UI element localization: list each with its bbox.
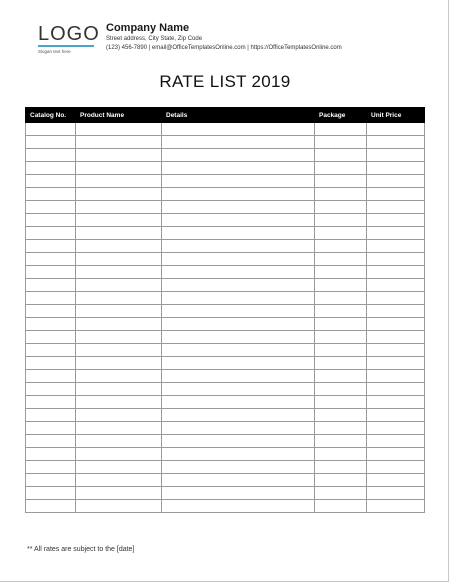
table-cell[interactable] [162,409,315,422]
company-header [106,22,342,53]
table-cell[interactable] [76,448,162,461]
table-row [26,487,425,500]
table-cell[interactable] [26,123,76,136]
table-cell[interactable] [76,461,162,474]
table-cell[interactable] [315,123,367,136]
table-cell[interactable] [367,305,425,318]
table-cell[interactable] [26,136,76,149]
table-cell[interactable] [315,136,367,149]
table-cell[interactable] [76,123,162,136]
table-row [26,396,425,409]
table-body [26,123,425,513]
table-cell[interactable] [26,357,76,370]
table-cell[interactable] [76,344,162,357]
table-cell[interactable] [76,305,162,318]
table-row [26,461,425,474]
rate-table [25,107,425,513]
table-cell[interactable] [76,214,162,227]
table-cell[interactable] [315,500,367,513]
table-cell[interactable] [76,370,162,383]
table-row [26,448,425,461]
table-cell[interactable] [315,357,367,370]
column-header-details: Details [162,108,315,123]
table-cell[interactable] [26,188,76,201]
table-cell[interactable] [367,396,425,409]
table-row [26,201,425,214]
table-cell[interactable] [26,201,76,214]
table-row [26,188,425,201]
logo [38,24,100,54]
table-cell[interactable] [76,409,162,422]
table-cell[interactable] [26,383,76,396]
table-cell[interactable] [76,240,162,253]
table-cell[interactable] [315,227,367,240]
table-cell[interactable] [162,149,315,162]
column-header-unit-price: Unit Price [367,108,425,123]
table-cell[interactable] [162,292,315,305]
table-cell[interactable] [76,357,162,370]
table-cell[interactable] [162,344,315,357]
table-cell[interactable] [26,292,76,305]
table-cell[interactable] [162,175,315,188]
table-cell[interactable] [26,474,76,487]
table-cell[interactable] [76,279,162,292]
table-row [26,474,425,487]
table-row [26,370,425,383]
company-name: Company Name [106,22,190,34]
table-cell[interactable] [367,383,425,396]
table-cell[interactable] [26,461,76,474]
table-cell[interactable] [367,357,425,370]
table-cell[interactable] [367,279,425,292]
table-row [26,214,425,227]
table-cell[interactable] [26,396,76,409]
table-cell[interactable] [76,162,162,175]
table-cell[interactable] [76,175,162,188]
table-cell[interactable] [315,188,367,201]
column-header-package: Package [315,108,367,123]
table-cell[interactable] [367,422,425,435]
table-cell[interactable] [162,383,315,396]
table-cell[interactable] [26,344,76,357]
table-cell[interactable] [367,370,425,383]
table-cell[interactable] [315,396,367,409]
table-cell[interactable] [162,227,315,240]
table-cell[interactable] [26,253,76,266]
table-cell[interactable] [315,305,367,318]
table-cell[interactable] [76,227,162,240]
table-row [26,162,425,175]
table-cell[interactable] [367,344,425,357]
table-cell[interactable] [162,305,315,318]
table-cell[interactable] [162,487,315,500]
table-cell[interactable] [162,201,315,214]
table-cell[interactable] [315,435,367,448]
table-cell[interactable] [76,396,162,409]
table-cell[interactable] [367,409,425,422]
table-cell[interactable] [162,266,315,279]
table-cell[interactable] [162,240,315,253]
table-header-row [26,108,425,123]
table-cell[interactable] [76,487,162,500]
table-cell[interactable] [367,448,425,461]
table-cell[interactable] [162,435,315,448]
table-cell[interactable] [162,461,315,474]
table-cell[interactable] [367,149,425,162]
table-cell[interactable] [76,422,162,435]
logo-underline [38,45,94,47]
table-row [26,357,425,370]
table-cell[interactable] [367,240,425,253]
table-cell[interactable] [315,331,367,344]
table-cell[interactable] [315,383,367,396]
document-title: RATE LIST 2019 [159,72,291,91]
table-cell[interactable] [76,383,162,396]
table-cell[interactable] [162,422,315,435]
table-cell[interactable] [26,318,76,331]
table-cell[interactable] [162,448,315,461]
table-cell[interactable] [26,500,76,513]
table-cell[interactable] [162,396,315,409]
table-row [26,240,425,253]
table-cell[interactable] [315,370,367,383]
table-cell[interactable] [367,201,425,214]
table-cell[interactable] [315,292,367,305]
table-row [26,318,425,331]
table-cell[interactable] [26,370,76,383]
table-cell[interactable] [26,266,76,279]
company-address: Street address, City State, Zip Code [106,36,203,42]
table-cell[interactable] [315,149,367,162]
table-row [26,175,425,188]
table-cell[interactable] [76,474,162,487]
column-header-catalog-no: Catalog No. [26,108,76,123]
table-cell[interactable] [162,500,315,513]
table-row [26,331,425,344]
table-row [26,305,425,318]
table-cell[interactable] [367,188,425,201]
table-row [26,383,425,396]
table-cell[interactable] [367,461,425,474]
table-cell[interactable] [26,240,76,253]
table-cell[interactable] [315,474,367,487]
table-cell[interactable] [367,123,425,136]
table-cell[interactable] [162,357,315,370]
table-cell[interactable] [367,487,425,500]
company-contact: (123) 456-7890 | email@OfficeTemplatesOnline.com | https://OfficeTemplatesOnline.com [106,45,342,51]
table-cell[interactable] [315,201,367,214]
table-cell[interactable] [26,487,76,500]
table-cell[interactable] [162,136,315,149]
logo-slogan: Slogan text here [38,49,71,54]
table-cell[interactable] [367,435,425,448]
table-cell[interactable] [162,318,315,331]
table-row [26,136,425,149]
table-cell[interactable] [162,188,315,201]
table-cell[interactable] [76,331,162,344]
table-cell[interactable] [367,227,425,240]
table-cell[interactable] [367,318,425,331]
table-cell[interactable] [315,461,367,474]
table-cell[interactable] [315,214,367,227]
table-cell[interactable] [162,474,315,487]
table-row [26,344,425,357]
table-cell[interactable] [367,500,425,513]
table-cell[interactable] [76,435,162,448]
table-row [26,149,425,162]
table-cell[interactable] [162,370,315,383]
table-row [26,253,425,266]
table-cell[interactable] [315,240,367,253]
table-cell[interactable] [162,279,315,292]
table-cell[interactable] [162,331,315,344]
table-cell[interactable] [367,214,425,227]
table-cell[interactable] [162,214,315,227]
table-cell[interactable] [26,305,76,318]
table-cell[interactable] [26,422,76,435]
table-cell[interactable] [315,422,367,435]
table-row [26,292,425,305]
table-cell[interactable] [26,175,76,188]
table-cell[interactable] [76,253,162,266]
table-cell[interactable] [76,149,162,162]
table-cell[interactable] [76,201,162,214]
table-cell[interactable] [315,162,367,175]
table-cell[interactable] [315,409,367,422]
table-cell[interactable] [76,318,162,331]
table-cell[interactable] [367,292,425,305]
column-header-product-name: Product Name [76,108,162,123]
footnote: ** All rates are subject to the [date] [27,546,135,553]
table-row [26,409,425,422]
table-cell[interactable] [26,162,76,175]
table-cell[interactable] [26,227,76,240]
table-cell[interactable] [26,279,76,292]
table-row [26,422,425,435]
table-cell[interactable] [367,331,425,344]
table-cell[interactable] [315,175,367,188]
table-cell[interactable] [367,266,425,279]
table-cell[interactable] [315,487,367,500]
table-cell[interactable] [367,136,425,149]
table-cell[interactable] [76,188,162,201]
table-cell[interactable] [26,149,76,162]
table-cell[interactable] [315,253,367,266]
table-cell[interactable] [26,214,76,227]
table-cell[interactable] [162,162,315,175]
table-row [26,500,425,513]
table-cell[interactable] [315,448,367,461]
table-cell[interactable] [367,175,425,188]
table-cell[interactable] [26,409,76,422]
table-cell[interactable] [315,344,367,357]
table-row [26,435,425,448]
table-row [26,279,425,292]
table-cell[interactable] [315,279,367,292]
table-row [26,227,425,240]
table-cell[interactable] [26,331,76,344]
table-cell[interactable] [315,266,367,279]
table-cell[interactable] [315,318,367,331]
table-row [26,123,425,136]
table-row [26,266,425,279]
table-cell[interactable] [367,162,425,175]
table-cell[interactable] [26,448,76,461]
table-cell[interactable] [76,500,162,513]
table-cell[interactable] [76,136,162,149]
table-cell[interactable] [162,123,315,136]
table-cell[interactable] [26,435,76,448]
logo-text: LOGO [38,23,100,45]
table-cell[interactable] [76,266,162,279]
table-cell[interactable] [367,253,425,266]
table-cell[interactable] [76,292,162,305]
table-cell[interactable] [367,474,425,487]
table-cell[interactable] [162,253,315,266]
